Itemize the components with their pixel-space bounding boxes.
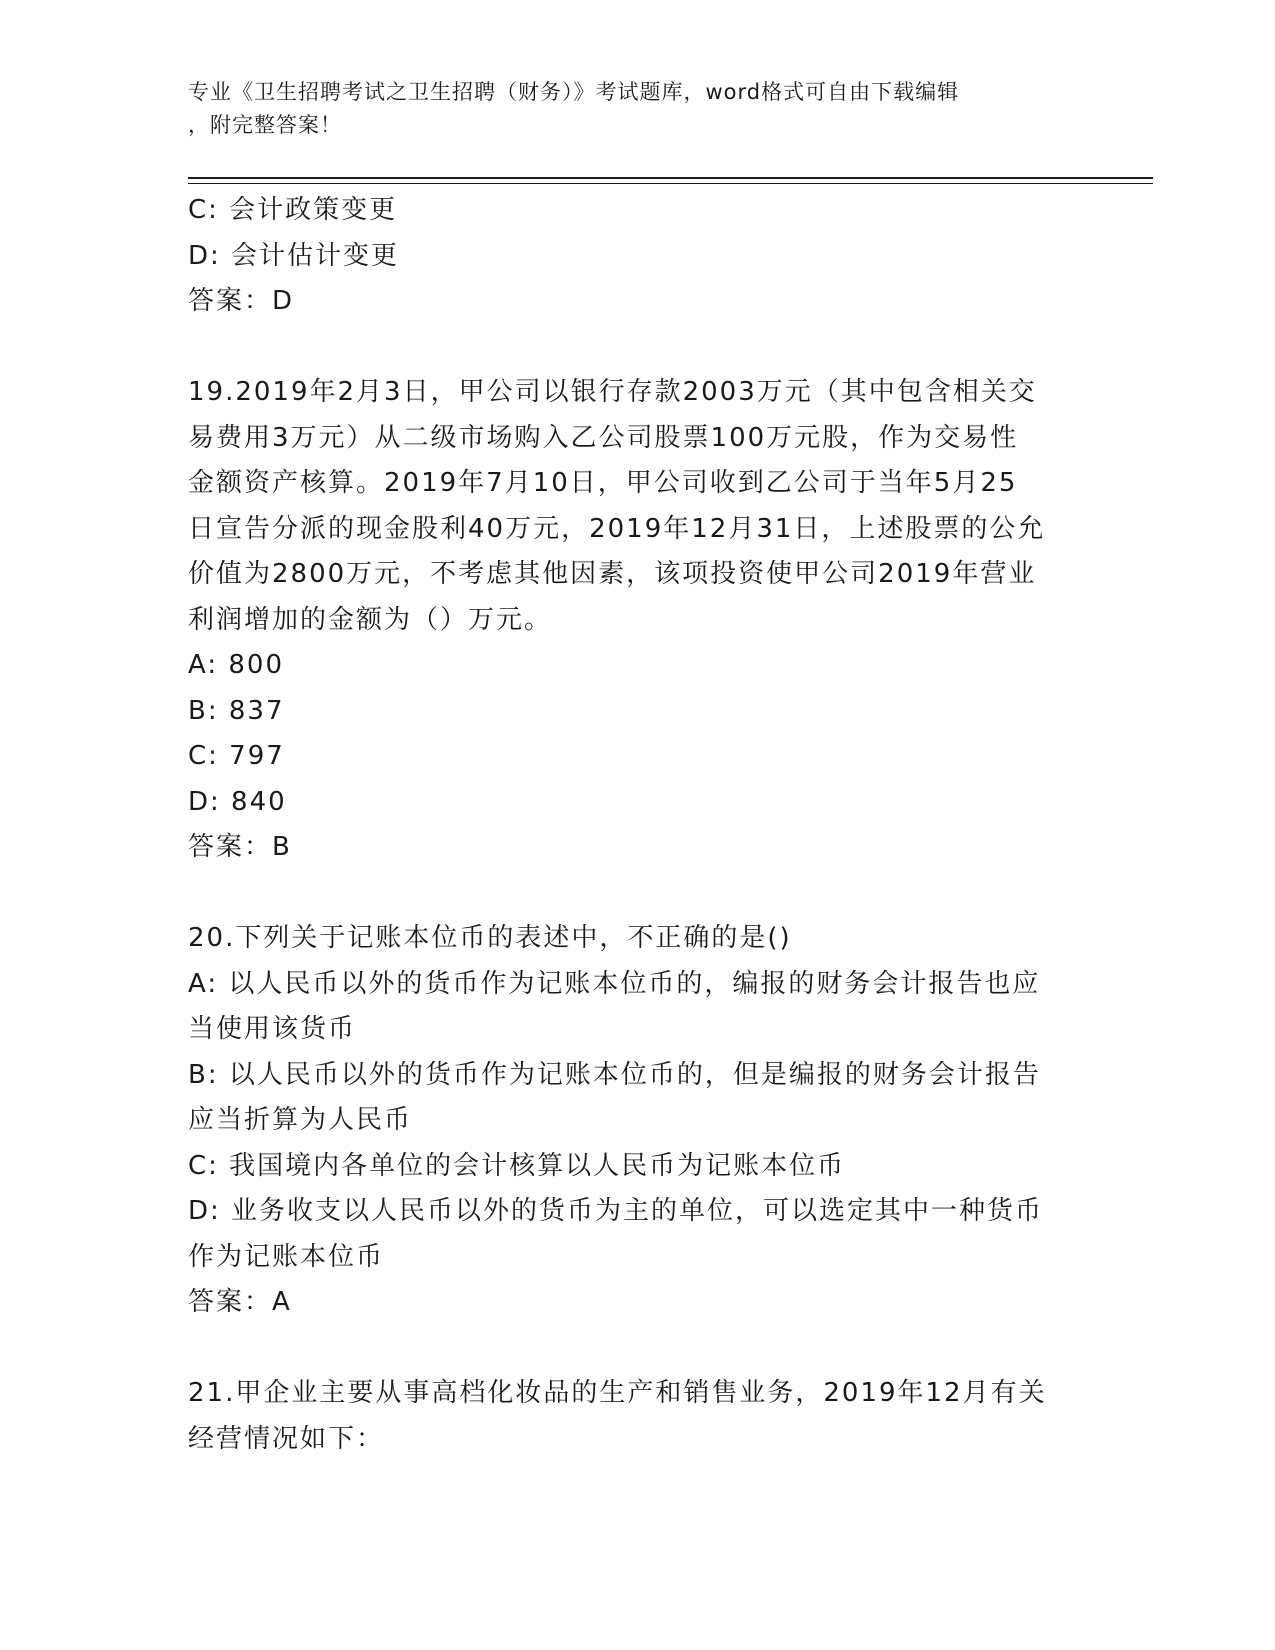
question-stem-line: 价值为2800万元，不考虑其他因素，该项投资使甲公司2019年营业 [188,559,1037,589]
spacer [188,871,1088,917]
header-divider-thick [188,177,1153,179]
spacer [188,1326,1088,1372]
spacer [188,325,1088,371]
question-stem-line: 利润增加的金额为（）万元。 [188,604,553,635]
question-stem-line: 19.2019年2月3日，甲公司以银行存款2003万元（其中包含相关交 [188,377,1037,407]
option-b-continued: 应当折算为人民币 [188,1105,413,1135]
option-a-continued: 当使用该货币 [188,1014,357,1044]
answer-line: 答案：B [188,832,292,862]
option-c: C: 会计政策变更 [188,195,398,225]
option-d-continued: 作为记账本位币 [188,1241,385,1272]
answer-line: 答案：D [188,286,295,316]
question-21 [188,1371,1088,1462]
header-line-1: 专业《卫生招聘考试之卫生招聘（财务）》考试题库，word格式可自由下载编辑 [188,80,960,104]
question-20 [188,916,1088,1326]
question-19 [188,370,1088,871]
question-stem-line: 21.甲企业主要从事高档化妆品的生产和销售业务，2019年12月有关 [188,1378,1047,1408]
option-b: B: 以人民币以外的货币作为记账本位币的，但是编报的财务会计报告 [188,1059,1041,1090]
header-line-2: ，附完整答案！ [188,113,342,137]
question-stem-line: 易费用3万元）从二级市场购入乙公司股票100万元股，作为交易性 [188,422,1019,453]
option-a: A: 800 [188,650,284,680]
question-stem-line: 20.下列关于记账本位币的表述中，不正确的是() [188,923,792,953]
option-d: D: 840 [188,786,287,817]
question-stem-line: 经营情况如下： [188,1423,385,1454]
option-b: B: 837 [188,695,285,726]
question-stem-line: 金额资产核算。2019年7月10日，甲公司收到乙公司于当年5月25 [188,468,1018,498]
prev-question [188,188,1088,325]
answer-line: 答案：A [188,1287,292,1317]
document-header [188,76,1088,142]
option-a: A: 以人民币以外的货币作为记账本位币的，编报的财务会计报告也应 [188,968,1041,999]
document-body [188,188,1088,1462]
option-c: C: 797 [188,741,285,771]
header-divider-thin [188,183,1153,184]
option-d: D: 业务收支以人民币以外的货币为主的单位，可以选定其中一种货币 [188,1196,1044,1226]
question-stem-line: 日宣告分派的现金股利40万元，2019年12月31日，上述股票的公允 [188,513,1046,544]
option-c: C: 我国境内各单位的会计核算以人民币为记账本位币 [188,1150,846,1181]
option-d: D: 会计估计变更 [188,240,400,271]
